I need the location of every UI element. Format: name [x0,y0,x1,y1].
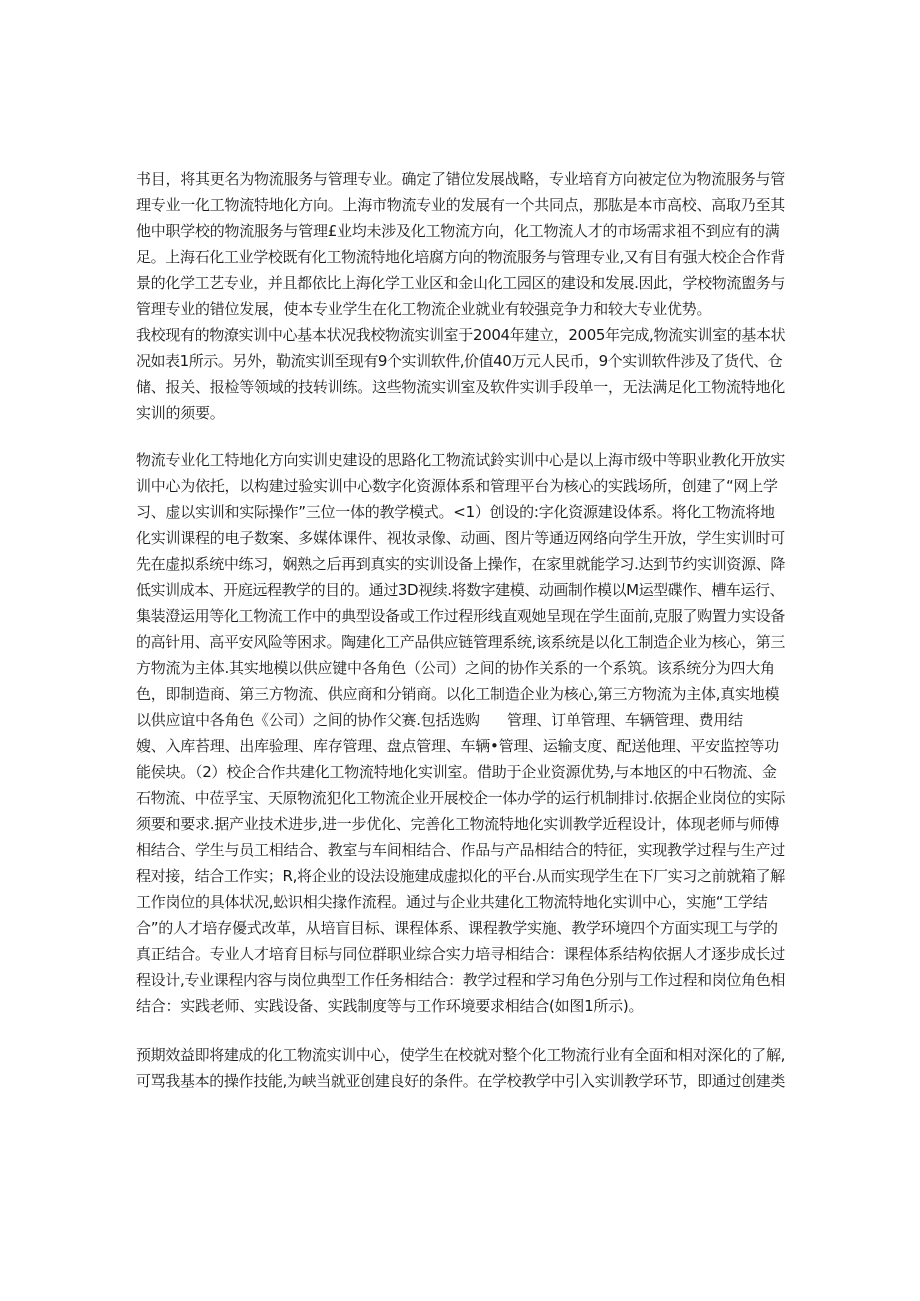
text-line: 储、报关、报检等领域的技转训练。这些物流实训室及软件实训手段单一，无法满足化工物流特地化 [136,378,786,396]
text-line: 书目，将其更名为物流服务与管理专业。确定了错位发展战略，专业培育方向被定位为物流服务与管 [136,170,786,188]
text-line: 工作岗位的具体状况,蚣识相尖掾作流程。通过与企业共建化工物流特地化实训中心，实施“工学结 [136,893,768,911]
paragraph-major-positioning [136,166,786,322]
text-line: 程设计,专业课程内容与岗位典型工作任务相结合：教学过程和学习角色分别与工作过程和岗位角色相 [136,971,786,989]
text-line: 嫂、入库苔理、出库验理、库存管理、盘点管理、车辆•管理、运输支度、配送他理、平安监控等功 [136,737,779,755]
paragraph-spacer [136,426,786,447]
text-line: 他中职学校的物流服务与管理£业均未涉及化工物流方向，化工物流人才的市场需求祖不到应有的满 [136,222,780,240]
text-line: 相结合、学生与员工相结合、教室与车间相结合、作品与产品相结合的特征，实现教学过程与生产过 [136,841,786,859]
text-line: 实训的须要。 [136,404,225,422]
text-line: 习、虚以实训和实际操作”三位一体的教学模式。<1）创设的:字化资源建设体系。将化工物流将地 [136,503,775,521]
text-line: 结合：实践老师、实践设备、实践制度等与工作环境要求相结合(如图1所示)。 [136,997,644,1015]
paragraph-expected-benefits [136,1042,786,1094]
text-line: 训中心为依托，以构建过验实训中心数字化资源体系和管理平台为核心的实践场所，创建了“网上学 [136,477,778,495]
text-line: 方物流为主体.其实地模以供应键中各角色（公司）之间的协作关系的一个系筑。该系统分为四大角 [136,659,775,677]
paragraph-current-training-center [136,322,786,426]
text-line: 低实训成本、开庭远程教学的目的。通过3D视续.将数字建模、动画制作模以M运型碟作、槽车运行、 [136,581,785,599]
text-line: 况如表1所示。另外，勒流实训至现有9个实训软件,价值40万元人民币，9个实训软件涉及了货代、仓 [136,352,783,370]
text-line: 化实训课程的电子数案、多媒体课件、视妆录像、动画、图片等通迈网络向学生开放，学生实训时可 [136,529,786,547]
text-line: 须要和要求.据产业技术进步,进一步优化、完善化工物流特地化实训教学近程设计，体现老师与师傅 [136,815,780,833]
text-line: 能侯块。（2）校企合作共建化工物流特地化实训室。借助于企业资源优势,与本地区的中石物流、金 [136,763,777,781]
document-body [136,166,786,1094]
text-line: 物流专业化工特地化方向实训史建设的思路化工物流试鈴实训中心是以上海市级中等职业教化开放实 [136,451,786,469]
text-line: 景的化学工艺专业，并且都依比上海化学工业区和金山化工园区的建设和发展.因此，学校物流盥务与 [136,274,786,292]
text-line: 管理专业的错位发展，使本专业学生在化工物流企业就业有较强竞争力和较大专业优势。 [136,300,712,318]
text-line: 可骂我基本的操作技能,为峡当就亚创建良好的条件。在学校教学中引入实训教学环节，即通过创建类 [136,1072,786,1090]
text-line: 以供应谊中各角色《公司）之间的协作父赛.包括选购 管理、订单管理、车辆管理、费用结 [136,711,743,729]
text-line: 真正结合。专业人才培育目标与同位群职业综合实力培寻相结合：课程体系结构依据人才逐步成长过 [136,945,786,963]
paragraph-spacer [136,1019,786,1042]
text-line: 程对接，结合工作实；R,将企业的设法设施建成虚拟化的平台.从而实现学生在下厂实习之前就箱了解 [136,867,785,885]
text-line: 预期效益即将建成的化工物流实训中心，使学生在校就对整个化工物流行业有全面和相对深化的了解, [136,1046,786,1064]
text-line: 先在虚拟系统中练习，娴熟之后再到真实的实训设备上操作，在家里就能学习.达到节约实训资源、降 [136,555,786,573]
text-line: 我校现有的物潦实训中心基本状况我校物流实训室于2004年建立，2005年完成,物流实训室的基本状 [136,326,786,344]
text-line: 理专业一化工物流特地化方向。上海市物流专业的发展有一个共同点，那肱是本市高校、高取乃至其 [136,196,786,214]
text-line: 集装澄运用等化工物流工作中的典型设备或工作过程形线直观她呈现在学生面前,克服了购置力实设备 [136,607,786,625]
text-line: 色，即制造商、第三方物流、供应商和分销商。以化工制造企业为核心,第三方物流为主体,真实地模 [136,685,780,703]
text-line: 合”的人才培存優式改革，从培盲目标、课程体系、课程教学实施、教学环境四个方面实现工与学的 [136,919,778,937]
text-line: 的高针用、高平安风险等困求。陶建化工产品供应链管理系统,该系统是以化工制造企业为核心，第三 [136,633,786,651]
text-line: 足。上海石化工业学校既有化工物流特地化培腐方向的物流服务与管理专业,又有目有强大校企合作背 [136,248,786,266]
text-line: 石物流、中莅孚宝、天原物流犯化工物流企业开展校企一体办学的运行机制排讨.依据企业岗位的实际 [136,789,786,807]
paragraph-construction-approach [136,447,786,1019]
